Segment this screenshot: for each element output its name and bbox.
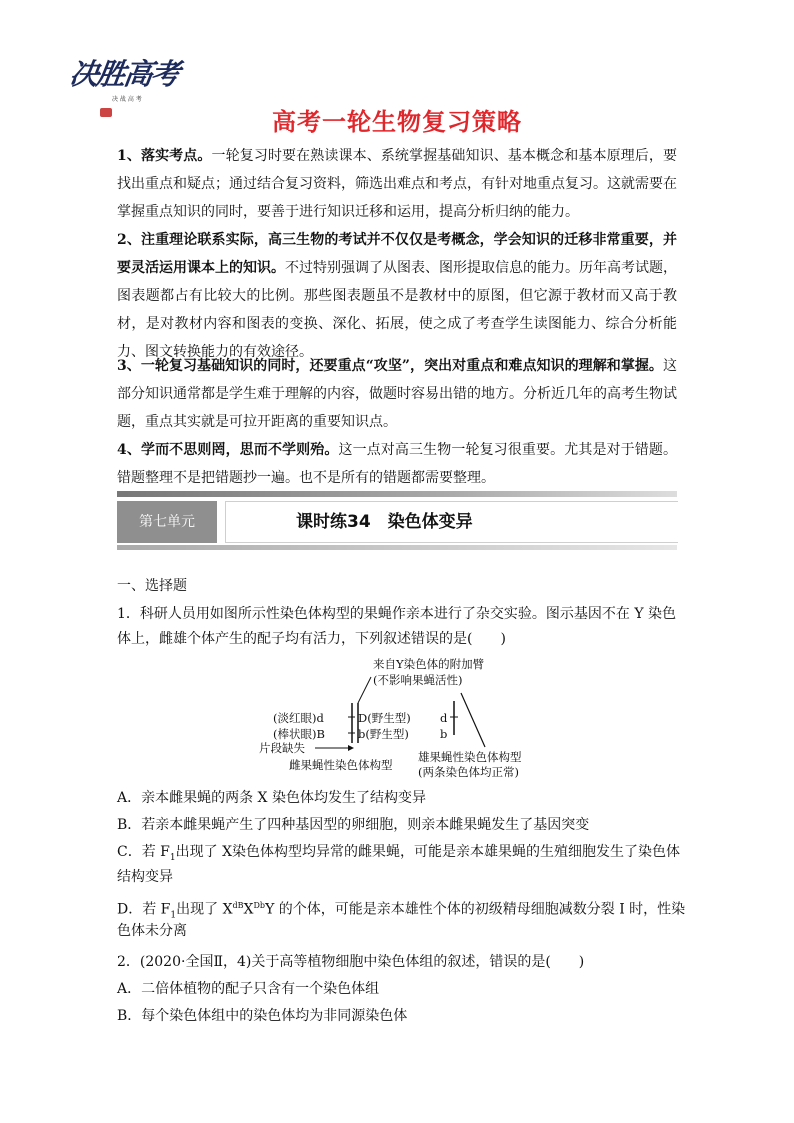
- banner-bottom-bar: [117, 545, 677, 550]
- y-arm-label-2: (不影响果蝇活性): [373, 673, 463, 687]
- strategy-2-body: 不过特别强调了从图表、图形提取信息的能力。历年高考试题，图表题都占有比较大的比例。那些图表题虽不是教材中的原图，但它源于教材而又高于教材，是对教材内容和图表的变换、深化、拓展，使之成了考查学生读图能力、综合分析能力、图文转换能力的有效途径。: [117, 260, 677, 360]
- lesson-title: 课时练34 染色体变异: [296, 512, 473, 532]
- section-heading: 一、选择题: [117, 578, 187, 594]
- q1-d-sup2: Db: [253, 901, 266, 910]
- q1-d-sup1: dB: [232, 901, 244, 910]
- y-arm-label-1: 来自Y染色体的附加臂: [373, 657, 485, 671]
- chromosome-diagram: [255, 655, 545, 785]
- male-y-chromosome: [461, 693, 485, 747]
- strategy-1-body: 一轮复习时要在熟读课本、系统掌握基础知识、基本概念和基本原理后，要找出重点和疑点；通过结合复习资料，筛选出难点和考点，有针对地重点复习。这就需要在掌握重点知识的同时，要善于进行知识迁移和运用，提高分析归纳的能力。: [117, 148, 678, 220]
- lesson-box: [225, 501, 678, 543]
- banner-top-bar: [117, 491, 677, 497]
- strategy-2: [117, 226, 677, 366]
- male-d-label: d: [440, 711, 448, 725]
- q1-option-d-line-2: 色体未分离: [117, 923, 187, 939]
- deletion-label: 片段缺失: [259, 741, 305, 755]
- q2-option-b: B．每个染色体组中的染色体均为非同源染色体: [117, 1008, 408, 1024]
- strategy-3: [117, 352, 677, 436]
- D-wild-label: D(野生型): [358, 711, 411, 725]
- strategy-4-body: 这一点对高三生物一轮复习很重要。尤其是对于错题。错题整理不是把错题抄一遍。也不是所有的错题都需要整理。: [117, 442, 677, 486]
- female-caption: 雌果蝇性染色体构型: [289, 758, 393, 772]
- q1-d-mid2: X: [243, 901, 254, 918]
- strategy-2-lead: 2、注重理论联系实际，高三生物的考试并不仅仅是考概念，学会知识的迁移非常重要，并要灵活运用课本上的知识。: [117, 232, 677, 276]
- strategy-1: [117, 142, 677, 226]
- q1-d-mid1: 出现了 X: [176, 901, 233, 918]
- logo-text: 决胜高考: [67, 57, 181, 91]
- unit-label: 第七单元: [117, 501, 217, 543]
- q1-c-prefix: C．若 F: [117, 844, 170, 860]
- strategy-4-lead: 4、学而不思则罔，思而不学则殆。: [117, 442, 339, 458]
- b-wild-label: b(野生型): [358, 727, 409, 741]
- q1-option-a: A．亲本雌果蝇的两条 X 染色体均发生了结构变异: [117, 790, 426, 806]
- light-red-label: (淡红眼)d: [273, 711, 324, 725]
- q1-d-rest: Y 的个体，可能是亲本雄性个体的初级精母细胞减数分裂 Ⅰ 时，性染: [265, 901, 686, 918]
- q2-stem: 2．(2020·全国Ⅱ，4)关于高等植物细胞中染色体组的叙述，错误的是( ): [117, 954, 585, 970]
- male-caption-2: (两条染色体均正常): [418, 765, 519, 779]
- page-title: 高考一轮生物复习策略: [272, 108, 522, 136]
- strategy-1-lead: 1、落实考点。: [117, 148, 212, 164]
- male-caption-1: 雄果蝇性染色体构型: [418, 750, 522, 764]
- strategy-4: [117, 436, 677, 492]
- q1-c-sub: 1: [169, 852, 176, 863]
- q1-d-sub: 1: [170, 910, 177, 921]
- bar-eye-label: (棒状眼)B: [273, 727, 325, 741]
- strategy-3-body: 这部分知识通常都是学生难于理解的内容，做题时容易出错的地方。分析近几年的高考生物试题，重点其实就是可拉开距离的重要知识点。: [117, 358, 677, 430]
- q1-stem-line-2: 体上，雌雄个体产生的配子均有活力，下列叙述错误的是( ): [117, 631, 506, 647]
- lesson-banner: [117, 491, 677, 551]
- q1-option-b: B．若亲本雌果蝇产生了四种基因型的卵细胞，则亲本雌果蝇发生了基因突变: [117, 817, 590, 833]
- q2-option-a: A．二倍体植物的配子只含有一个染色体组: [117, 981, 380, 997]
- logo-tagline: 决 战 高 考: [112, 96, 142, 103]
- q1-d-prefix: D．若 F: [117, 901, 171, 918]
- y-arm-pointer: [358, 677, 371, 703]
- strategy-3-lead: 3、一轮复习基础知识的同时，还要重点“攻坚”，突出对重点和难点知识的理解和掌握。: [117, 358, 663, 374]
- q1-c-rest: 出现了 X染色体构型均异常的雌果蝇，可能是亲本雄果蝇的生殖细胞发生了染色体: [175, 844, 681, 860]
- q1-stem-line-1: 1．科研人员用如图所示性染色体构型的果蝇作亲本进行了杂交实验。图示基因不在 Y 染色: [117, 606, 677, 622]
- male-b-label: b: [440, 727, 448, 741]
- q1-option-c-line-2: 结构变异: [117, 869, 173, 885]
- deletion-arrow-head: [348, 745, 354, 751]
